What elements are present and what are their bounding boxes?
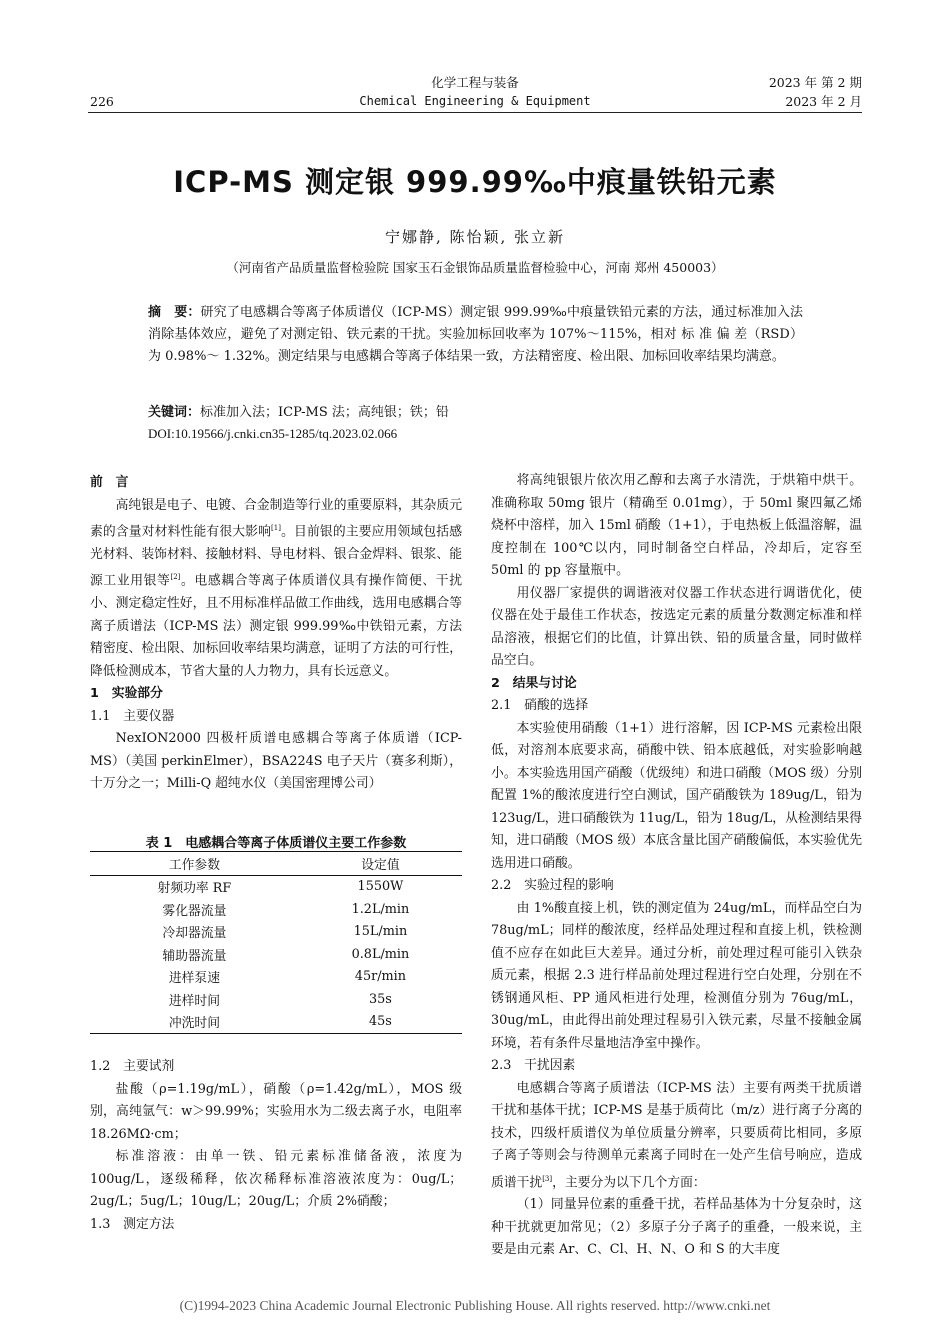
citation-1: [1] [271, 524, 281, 532]
right-column [491, 470, 862, 1262]
header-rule [88, 112, 862, 113]
article-title: ICP-MS 测定银 999.99‰中痕量铁铅元素 [173, 165, 777, 199]
method-paragraph-2: 用仪器厂家提供的调谐液对仪器工作状态进行调谐优化，使仪器在处于最佳工作状态，按选定元素的质量分数测定标准和样品溶液，根据它们的比值，计算出铁、铅的质量含量，同时做样品空白。 [491, 585, 862, 668]
table-row [90, 966, 462, 989]
instruments-paragraph: NexION2000 四极杆质谱电感耦合等离子体质谱（ICP-MS）（美国 perkinElmer），BSA224S 电子天片（赛多利斯），十万分之一；Milli-Q 超纯水仪（美国密理博公司） [90, 731, 462, 792]
keywords-text: 标准加入法；ICP-MS 法；高纯银；铁；铅 [200, 405, 449, 420]
table-cell: 1.2L/min [351, 901, 410, 917]
interference-paragraph [491, 1078, 862, 1195]
keywords [148, 402, 803, 424]
nitric-acid-paragraph: 本实验使用硝酸（1+1）进行溶解，因 ICP-MS 元素检出限低，对溶剂本底要求高，硝酸中铁、铅本底越低，对实验影响越小。本实验选用国产硝酸（优级纯）和进口硝酸（MOS 级）分别配置 1%的酸浓度进行空白测试，国产硝酸铁为 189ug/L，铅为 123ug/L，进口硝酸铁为 11ug/L，铅为 18ug/L，从检测结果得知，进口硝酸（MOS 级）本底含量比国产硝酸偏低，本实验优先选用进口硝酸。 [491, 720, 862, 871]
method-paragraph-1: 将高纯银银片依次用乙醇和去离子水清洗，于烘箱中烘干。准确称取 50mg 银片（精确至 0.01mg），于 50ml 聚四氟乙烯烧杯中溶样，加入 15ml 硝酸（1+1），于电热板上低温溶解，温度控制在 100℃以内，同时制备空白样品，冷却后，定容至 50ml 的 pp 容量瓶中。 [491, 473, 862, 578]
left-column [90, 472, 462, 796]
preface-heading: 前 言 [90, 475, 129, 490]
author-list: 宁娜静, 陈怡颖, 张立新 [384, 228, 566, 246]
citation-2: [2] [170, 573, 181, 582]
table-row [90, 988, 462, 1011]
table-row [90, 921, 462, 944]
section-1-2-heading: 1.2 主要试剂 [90, 1059, 175, 1074]
copyright-footer: (C)1994-2023 China Academic Journal Electronic Publishing House. All rights reserved. http://www.cnki.net [179, 1298, 771, 1313]
journal-name-en: Chemical Engineering & Equipment [359, 94, 591, 108]
table-row [90, 898, 462, 921]
preface-text-a: 高纯银是电子、电镀、合金制造等行业的重要原料，其杂质元素的含量对材料性能有很大影响 [90, 497, 462, 540]
preface-paragraph [90, 495, 462, 684]
section-2-heading: 2 结果与讨论 [491, 675, 577, 691]
reagents-paragraph: 盐酸（ρ=1.19g/mL），硝酸（ρ=1.42g/mL），MOS 级别，高纯氩气：w＞99.99%；实验用水为二级去离子水，电阻率 18.26MΩ·cm； [90, 1081, 462, 1142]
table-cell: 辅助器流量 [162, 948, 227, 964]
table-cell: 0.8L/min [351, 946, 410, 962]
affiliation: （河南省产品质量监督检验院 国家玉石金银饰品质量监督检验中心，河南 郑州 450003） [226, 260, 724, 275]
doi: DOI:10.19566/j.cnki.cn35-1285/tq.2023.02.066 [148, 426, 398, 441]
table-header-cell: 设定值 [299, 852, 462, 876]
table-row [90, 875, 462, 898]
abstract-text: 研究了电感耦合等离子体质谱仪（ICP-MS）测定银 999.99‰中痕量铁铅元素的方法，通过标准加入法消除基体效应，避免了对测定铅、铁元素的干扰。实验加标回收率为 107%～115%，相对 标 准 偏 差（RSD）为 0.98%～ 1.32%。测定结果与电感耦合等离子体结果一致，方法精密度、检出限、加标回收率结果均满意。 [148, 305, 803, 364]
preface-text-b: 。目前银的主要应用领域包括感光材料、装饰材料、接触材料、导电材料、银合金焊料、银浆、能源工业用银等 [90, 524, 463, 589]
table-row [90, 1011, 462, 1034]
section-2-1-heading: 2.1 硝酸的选择 [491, 698, 589, 713]
page-number: 226 [90, 94, 114, 109]
preface-text-c: 。电感耦合等离子体质谱仪具有操作简便、干扰小、测定稳定性好，且不用标准样品做工作曲线，选用电感耦合等离子质谱法（ICP-MS 法）测定银 999.99‰中铁铅元素，方法精密度、检出限、加标回收率结果均满意，证明了方法的可行性，降低检测成本，节省大量的人力物力，具有长远意义。 [90, 573, 463, 679]
standards-paragraph: 标准溶液：由单一铁、铅元素标准储备液，浓度为 100ug/L，逐级稀释，依次稀释标准溶液浓度为：0ug/L；2ug/L；5ug/L；10ug/L；20ug/L；介质 2%硝酸； [90, 1149, 462, 1209]
table-cell: 冷却器流量 [162, 926, 227, 942]
table-header-cell: 工作参数 [90, 852, 299, 876]
abstract-label: 摘 要： [148, 305, 201, 320]
parameters-table [90, 851, 462, 1034]
table-cell: 1550W [357, 879, 404, 895]
interference-text-b: ，主要分为以下几个方面： [552, 1174, 706, 1190]
process-paragraph: 由 1%酸直接上机，铁的测定值为 24ug/mL，而样品空白为 78ug/mL；同样的酸浓度，经样品处理过程和直接上机，铁检测值不应存在如此巨大差异。通过分析，前处理过程可能引入铁杂质元素，根据 2.3 进行样品前处理过程进行空白处理，分别在不锈钢通风柜、PP 通风柜进行处理，检测值分别为 76ug/mL，30ug/mL，由此得出前处理过程易引入铁元素，尽量不接触金属环境，若有条件尽量地洁净室中操作。 [491, 900, 862, 1051]
table-row [90, 943, 462, 966]
interference-list-paragraph: （1）同量异位素的重叠干扰，若样品基体为十分复杂时，这种干扰就更加常见；（2）多原子分子离子的重叠，一般来说，主要是由元素 Ar、C、Cl、H、N、O 和 S 的大丰度 [491, 1197, 862, 1258]
citation-3: [3] [542, 1174, 553, 1183]
left-column-lower [90, 1056, 462, 1236]
journal-name-cn: 化学工程与装备 [431, 75, 519, 90]
table-cell: 45s [299, 1011, 462, 1034]
table-cell: 15L/min [353, 924, 408, 940]
table-cell: 冲洗时间 [90, 1011, 299, 1034]
table-cell: 雾化器流量 [162, 903, 227, 919]
table-cell: 进样时间 [168, 993, 220, 1009]
section-2-3-heading: 2.3 干扰因素 [491, 1058, 576, 1073]
table-cell: 35s [368, 991, 392, 1007]
table-cell: 射频功率 RF [157, 881, 232, 897]
table-header-row [90, 852, 462, 876]
table-cell: 45r/min [354, 969, 406, 985]
section-1-heading: 1 实验部分 [90, 686, 163, 702]
abstract [148, 302, 803, 368]
interference-text-a: 电感耦合等离子质谱法（ICP-MS 法）主要有两类干扰质谱干扰和基体干扰；ICP-MS 是基于质荷比（m/z）进行离子分离的技术，四级杆质谱仪为单位质量分辨率，只要质荷比相同，多原子离子等则会与待测单元素离子同时在一处产生信号响应，造成质谱干扰 [491, 1080, 862, 1190]
table-cell: 进样泵速 [168, 971, 220, 987]
section-1-1-heading: 1.1 主要仪器 [90, 708, 175, 724]
issue-label: 2023 年 第 2 期 [768, 75, 862, 90]
keywords-label: 关键词： [148, 405, 201, 420]
table-caption: 表 1 电感耦合等离子体质谱仪主要工作参数 [145, 836, 407, 851]
month-label: 2023 年 2 月 [785, 94, 862, 109]
section-1-3-heading: 1.3 测定方法 [90, 1216, 175, 1232]
section-2-2-heading: 2.2 实验过程的影响 [491, 878, 614, 893]
